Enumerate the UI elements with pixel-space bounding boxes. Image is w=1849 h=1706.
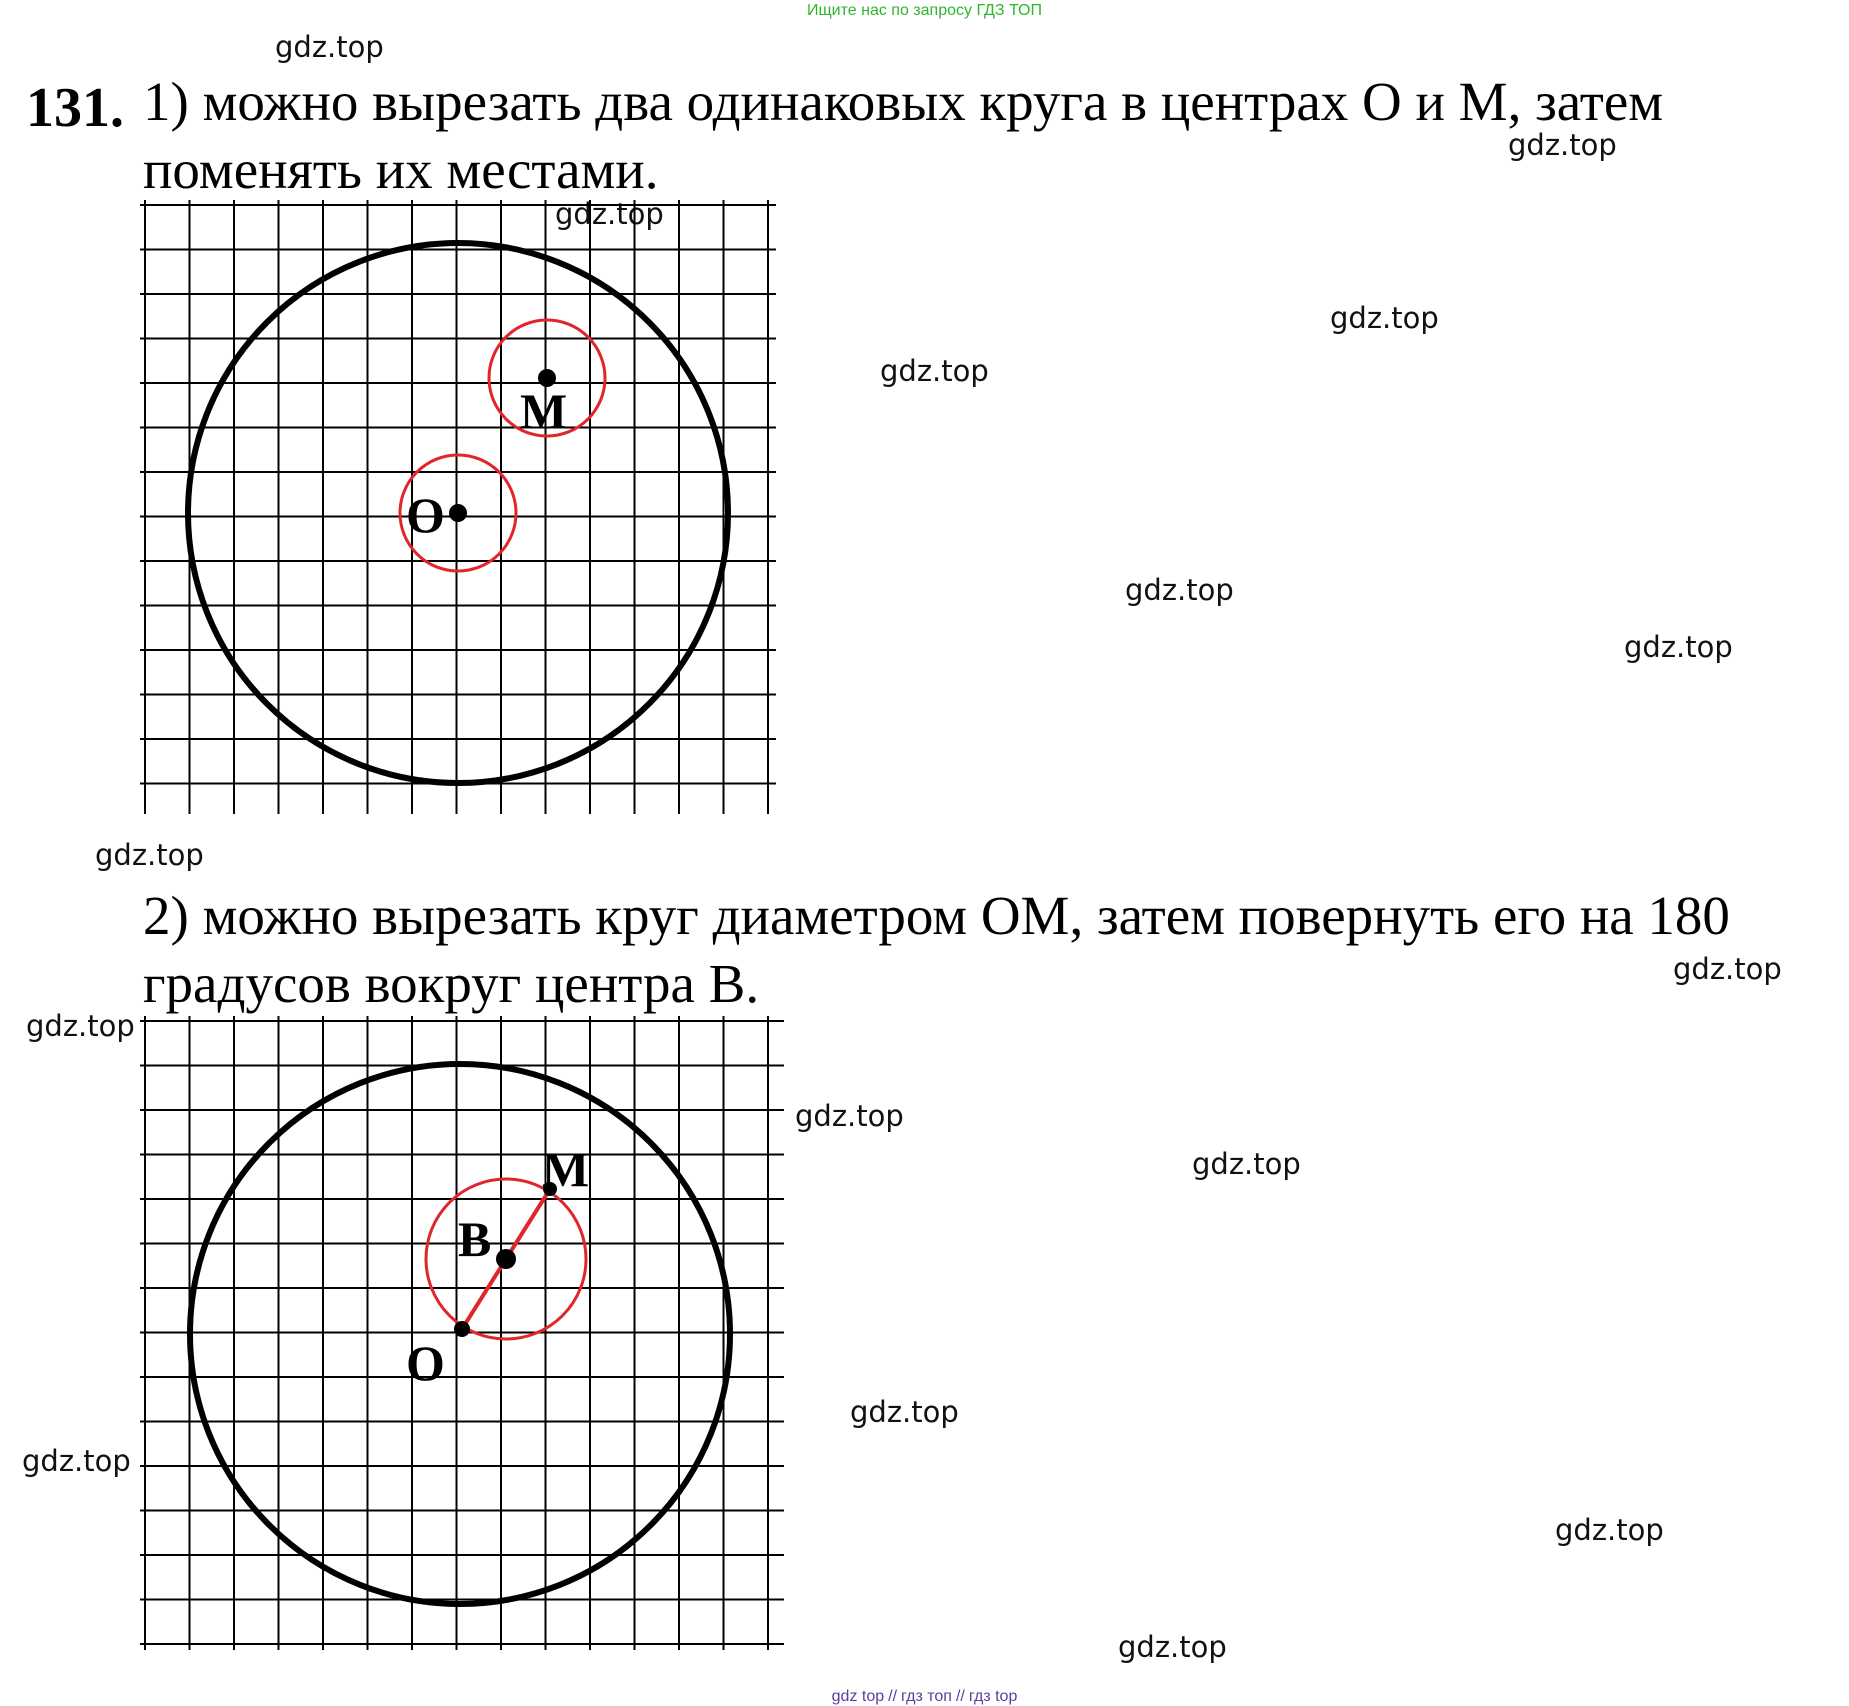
problem-number: 131.: [26, 77, 124, 139]
watermark: gdz.top: [1125, 573, 1234, 607]
label-m: M: [520, 383, 568, 439]
point-o: [454, 1321, 470, 1337]
part2-line1: 2) можно вырезать круг диаметром ОМ, затем повернуть его на 180: [143, 885, 1730, 946]
figure-2-grid: [140, 1016, 784, 1650]
point-o: [449, 504, 467, 522]
point-b: [496, 1249, 516, 1269]
watermark: gdz.top: [795, 1099, 904, 1133]
footer-link-c[interactable]: гдз top: [968, 1688, 1018, 1705]
footer-separator: //: [888, 1688, 898, 1705]
footer-link-a[interactable]: gdz top: [831, 1688, 885, 1705]
footer-link-b[interactable]: гдз топ: [901, 1688, 952, 1705]
watermark: gdz.top: [880, 354, 989, 388]
watermark: gdz.top: [1673, 952, 1782, 986]
watermark: gdz.top: [26, 1009, 135, 1043]
footer: [0, 1688, 1849, 1706]
label-m: M: [542, 1141, 590, 1197]
part1-line2: поменять их местами.: [143, 139, 659, 200]
figure-1-grid: [140, 200, 776, 814]
label-o: O: [406, 487, 445, 543]
watermark: gdz.top: [850, 1395, 959, 1429]
footer-separator: //: [955, 1688, 965, 1705]
label-o: O: [406, 1335, 445, 1391]
watermark: gdz.top: [555, 197, 664, 231]
watermark: gdz.top: [1508, 128, 1617, 162]
watermark: gdz.top: [275, 30, 384, 64]
watermark: gdz.top: [95, 838, 204, 872]
watermark: gdz.top: [1624, 630, 1733, 664]
watermark: gdz.top: [22, 1444, 131, 1478]
part2-line2: градусов вокруг центра В.: [143, 953, 760, 1014]
part1-line1: 1) можно вырезать два одинаковых круга в центрах О и М, затем: [143, 71, 1664, 132]
watermark: gdz.top: [1330, 301, 1439, 335]
watermark: gdz.top: [1192, 1147, 1301, 1181]
watermark: gdz.top: [1118, 1630, 1227, 1664]
watermark: gdz.top: [1555, 1513, 1664, 1547]
top-banner: Ищите нас по запросу ГДЗ ТОП: [807, 2, 1042, 19]
label-b: B: [458, 1211, 492, 1267]
